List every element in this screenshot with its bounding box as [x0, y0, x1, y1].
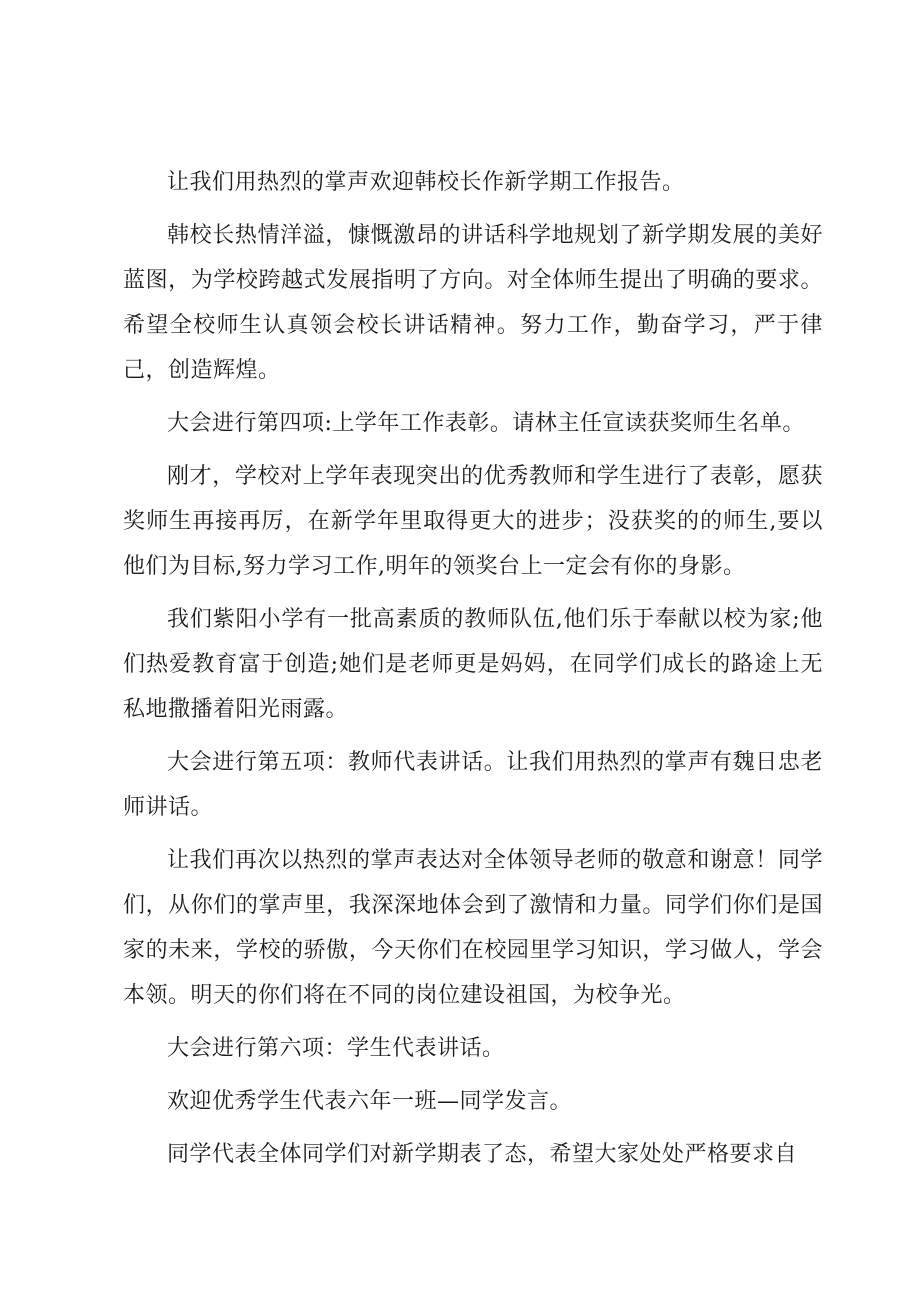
- paragraph-6: 大会进行第五项：教师代表讲话。让我们用热烈的掌声有魏日忠老师讲话。: [123, 750, 823, 820]
- paragraph-2: 韩校长热情洋溢，慷慨激昂的讲话科学地规划了新学期发展的美好蓝图，为学校跨越式发展指明了方向。对全体师生提出了明确的要求。希望全校师生认真领会校长讲话精神。努力工作，勤奋学习，严于律己，创造辉煌。: [123, 223, 823, 383]
- document-body: [123, 160, 823, 1185]
- paragraph-5: 我们紫阳小学有一批高素质的教师队伍,他们乐于奉献以校为家;他们热爱教育富于创造;她们是老师更是妈妈，在同学们成长的路途上无私地撒播着阳光雨露。: [123, 607, 823, 722]
- paragraph-7: 让我们再次以热烈的掌声表达对全体领导老师的敬意和谢意！同学们，从你们的掌声里，我深深地体会到了激情和力量。同学们你们是国家的未来，学校的骄傲，今天你们在校园里学习知识，学习做人，学会本领。明天的你们将在不同的岗位建设祖国，为校争光。: [123, 848, 823, 1008]
- paragraph-9: 欢迎优秀学生代表六年一班—同学发言。: [167, 1089, 573, 1114]
- paragraph-3: 大会进行第四项:上学年工作表彰。请林主任宣读获奖师生名单。: [167, 411, 805, 436]
- paragraph-4: 刚才，学校对上学年表现突出的优秀教师和学生进行了表彰，愿获奖师生再接再厉，在新学年里取得更大的进步；没获奖的的师生,要以他们为目标,努力学习工作,明年的领奖台上一定会有你的身影。: [123, 464, 823, 579]
- paragraph-8: 大会进行第六项：学生代表讲话。: [167, 1036, 505, 1061]
- paragraph-10: 同学代表全体同学们对新学期表了态，希望大家处处严格要求自: [167, 1142, 798, 1167]
- paragraph-1: 让我们用热烈的掌声欢迎韩校长作新学期工作报告。: [167, 170, 685, 195]
